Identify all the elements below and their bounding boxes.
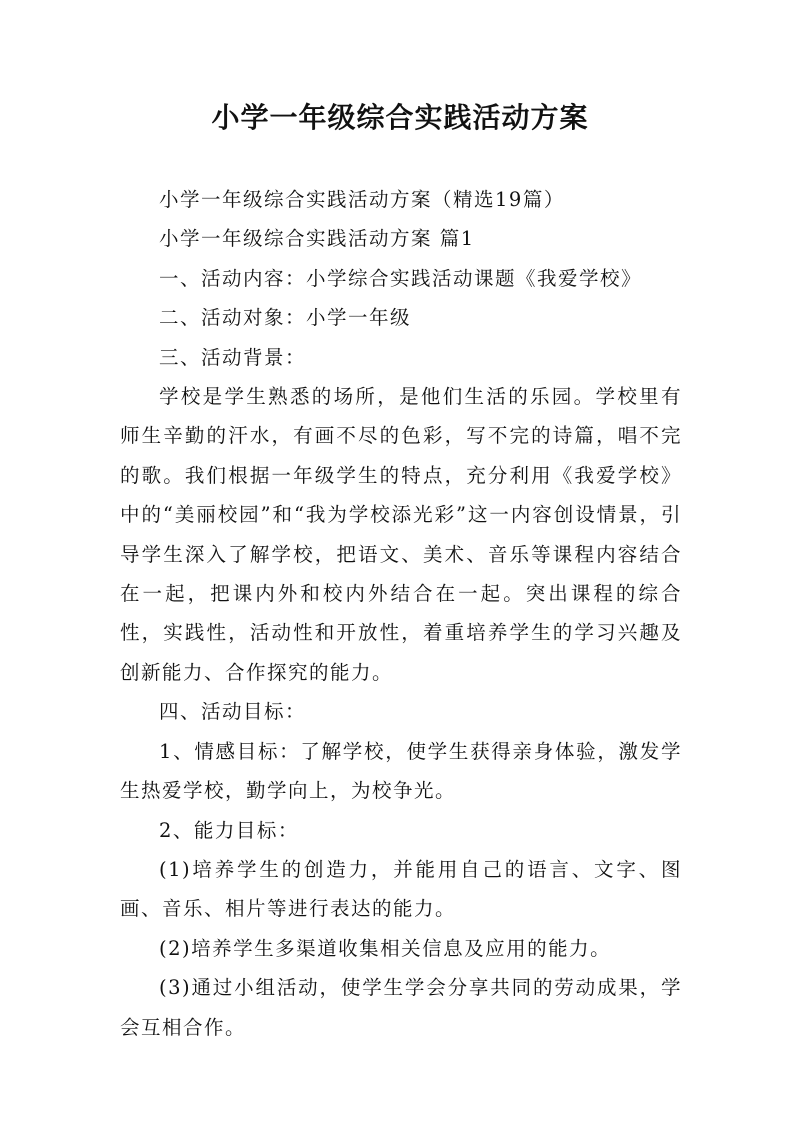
document-body — [120, 180, 682, 1047]
paragraph-activity-content: 一、活动内容：小学综合实践活动课题《我爱学校》 — [159, 266, 643, 290]
paragraph-background-heading: 三、活动背景： — [159, 345, 307, 369]
paragraph-ability-goal-2: (2)培养学生多渠道收集相关信息及应用的能力。 — [159, 936, 612, 960]
paragraph-subtitle: 小学一年级综合实践活动方案（精选19篇） — [159, 188, 565, 211]
paragraph-emotional-goal: 1、情感目标：了解学校，使学生获得亲身体验，激发学生热爱学校，勤学向上，为校争光。 — [120, 739, 682, 803]
paragraph-ability-goal-heading: 2、能力目标： — [159, 818, 299, 842]
paragraph-activity-target: 二、活动对象：小学一年级 — [159, 306, 412, 330]
paragraph-section-heading: 小学一年级综合实践活动方案 篇1 — [159, 227, 475, 251]
paragraph-ability-goal-1: (1)培养学生的创造力，并能用自己的语言、文字、图画、音乐、相片等进行表达的能力。 — [120, 857, 682, 921]
paragraph-goals-heading: 四、活动目标： — [159, 700, 307, 724]
paragraph-ability-goal-3: (3)通过小组活动，使学生学会分享共同的劳动成果，学会互相合作。 — [120, 976, 682, 1039]
paragraph-background-body: 学校是学生熟悉的场所，是他们生活的乐园。学校里有师生辛勤的汗水，有画不尽的色彩，写不完的诗篇，唱不完的歌。我们根据一年级学生的特点，充分利用《我爱学校》中的“美丽校园”和“我为学校添光彩”这一内容创设情景，引导学生深入了解学校，把语文、美术、音乐等课程内容结合在一起，把课内外和校内外结合在一起。突出课程的综合性，实践性，活动性和开放性，着重培养学生的学习兴趣及创新能力、合作探究的能力。 — [120, 385, 682, 684]
document-title: 小学一年级综合实践活动方案 — [211, 101, 589, 134]
